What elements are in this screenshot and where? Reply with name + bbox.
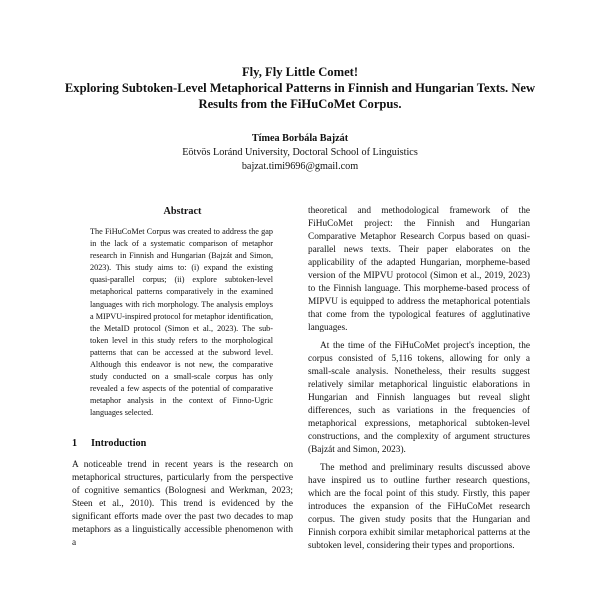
paper-title-line-1: Fly, Fly Little Comet!: [241, 65, 359, 79]
right-paragraph-3: The method and preliminary results discussed above have inspired us to outline further research questions, which are the focal point of this study. Firstly, this paper introduces the expansion of the FiHuCoMet research corpus. The given study posits that the Hungarian and Finnish corpora exhibit similar metaphorical patterns at the subtoken level, considering their types and proportions.: [308, 463, 530, 551]
introduction-paragraph-1: A noticeable trend in recent years is the research on metaphorical structures, particularly from the perspective of cognitive semantics (Bolognesi and Werkman, 2023; Steen et al., 2010). This trend is evidenced by the significant efforts made over the past two decades to map metaphors as a linguistically accessible phenomenon with a: [72, 459, 293, 548]
author-affiliation: Eötvös Loránd University, Doctoral School of Linguistics: [182, 147, 418, 158]
paper-title-line-2: Exploring Subtoken-Level Metaphorical Patterns in Finnish and Hungarian Texts. New: [64, 81, 536, 95]
right-paragraph-1: theoretical and methodological framework of the FiHuCoMet project: the Finnish and Hungarian Comparative Metaphor Research Corpus based on quasi-parallel news texts. Their paper elaborates on the applicability of the adapted Hungarian, morpheme-based version of the MIPVU protocol (Simon et al., 2019, 2023) to the Finnish language. This morpheme-based process of MIPVU is equipped to address the metaphorical potentials that come from the typological features of agglutinative languages.: [308, 206, 530, 333]
author-email: bajzat.timi9696@gmail.com: [241, 161, 359, 172]
section-heading-introduction: [72, 437, 293, 450]
section-title: Introduction: [91, 437, 147, 449]
right-column: [308, 205, 530, 553]
paper-title-line-3: Results from the FiHuCoMet Corpus.: [198, 97, 402, 111]
title-block: [0, 64, 600, 112]
right-paragraph-2: At the time of the FiHuCoMet project's inception, the corpus consisted of 5,116 tokens, allowing for only a small-scale analysis. Nonetheless, their results suggest relatively similar metaphorical linguistic elaborations in Hungarian and Finnish languages but reveal slight differences, such as variations in the frequencies of metaphorical expressions, metaphorical subtoken-level constructions, and the complexity of argument structures (Bajzát and Simon, 2023).: [308, 341, 530, 455]
author-name: Tímea Borbála Bajzát: [251, 133, 349, 144]
abstract-text: The FiHuCoMet Corpus was created to address the gap in the lack of a systematic comparison of metaphor research in Finnish and Hungarian (Bajzát and Simon, 2023). This study aims to: (i) expand the existing quasi-parallel corpus; (ii) explore subtoken-level metaphorical patterns comparatively in the examined languages with rich morphology. The analysis employs a MIPVU-inspired protocol for metaphor identification, the MetaID protocol (Simon et al., 2023). The sub-token level in this study refers to the morphological patterns that can be accessed at the subword level. Although this endeavor is not new, the comparative study conducted on a small-scale corpus has only revealed a few aspects of the potential of comparative metaphor analysis in the context of Finno-Ugric languages selected.: [90, 227, 273, 418]
left-column: [72, 205, 293, 550]
section-number: 1: [72, 437, 78, 449]
author-block: [0, 132, 600, 174]
abstract-heading: Abstract: [163, 206, 202, 217]
